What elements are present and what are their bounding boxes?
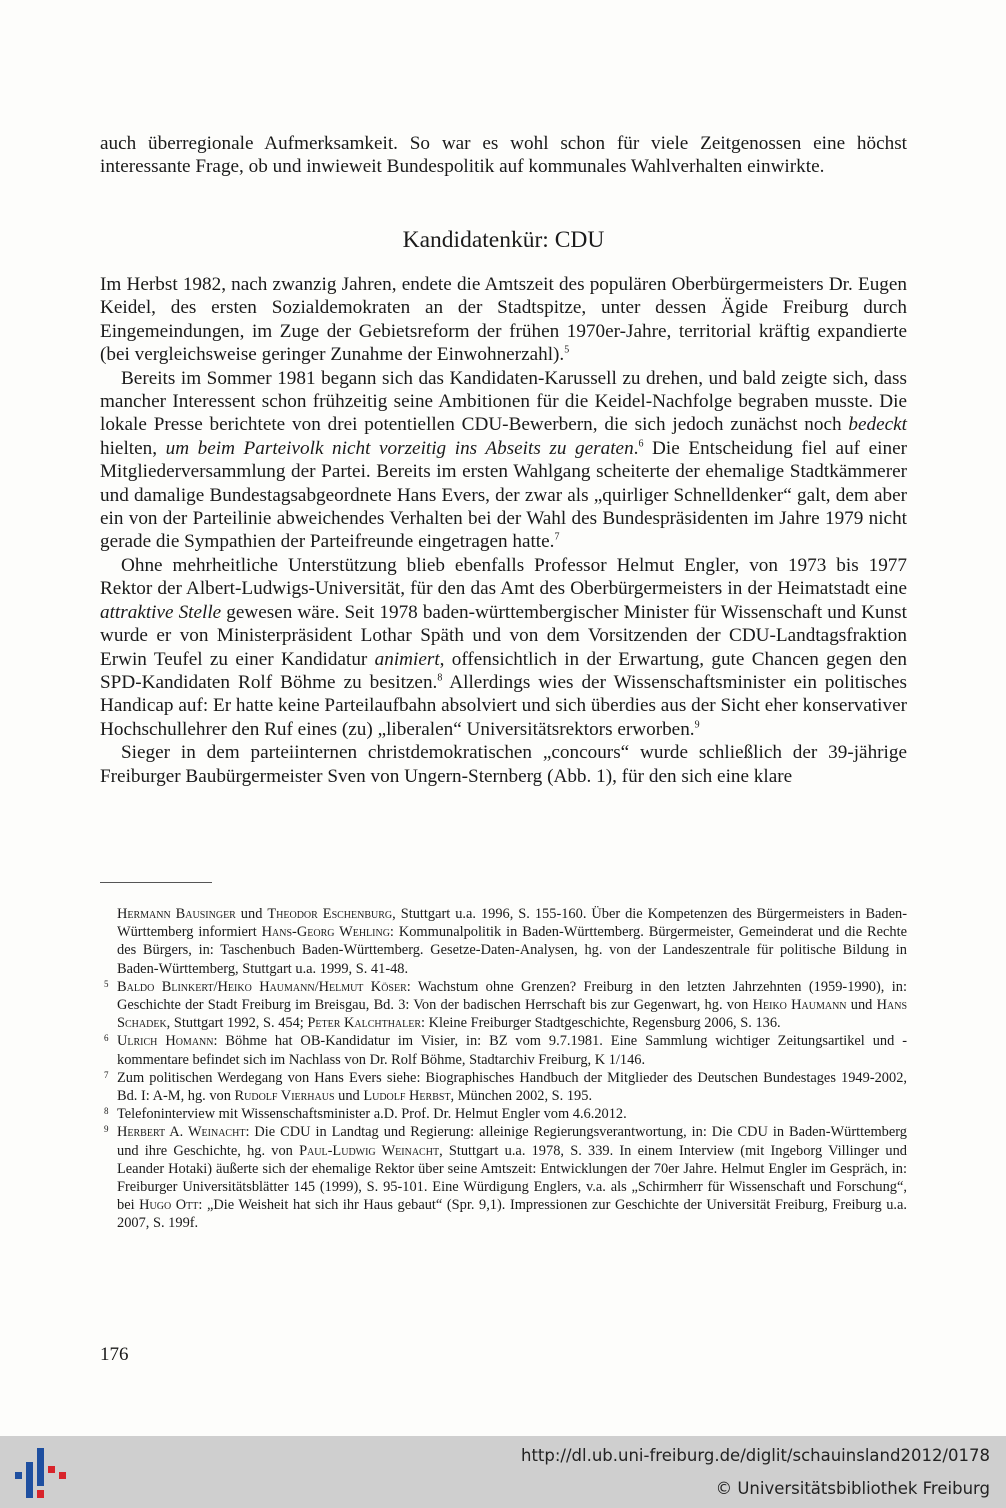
footnote-5: 5 Baldo Blinkert/Heiko Haumann/Helmut Köser: Wachstum ohne Grenzen? Freiburg in den letzten Jahrzehnten (1959-1990), in: Geschichte der Stadt Freiburg im Breisgau, Bd. 3: Von der badischen Herrschaft bis zur Gegenwart, hg. von Heiko Haumann und Hans Schadek, Stuttgart 1992, S. 454; Peter Kalchthaler: Kleine Freiburger Stadtgeschichte, Regensburg 2006, S. 136.	[100, 978, 907, 1033]
paragraph-4: Sieger in dem parteiinternen christdemokratischen „concours“ wurde schließlich der 39-jährige Freiburger Baubürgermeister Sven von Ungern-Sternberg (Abb. 1), für den sich eine klare	[100, 742, 907, 787]
footnote-ref-5[interactable]: 5	[564, 344, 570, 356]
paragraph-1: Im Herbst 1982, nach zwanzig Jahren, endete die Amtszeit des populären Oberbürgermeisters Dr. Eugen Keidel, des ersten Sozialdemokraten an der Stadtspitze, unter dessen Ägide Freiburg durch Eingemeindungen, im Zuge der Gebietsreform der frühen 1970er-Jahre, territorial kräftig expandierte (bei vergleichsweise geringer Zunahme der Einwohnerzahl).$^5$	[100, 274, 907, 366]
paragraph-2: Bereits im Sommer 1981 begann sich das Kandidaten-Karussell zu drehen, und bald zeigte sich, dass mancher Interessent schon frühzeitig seine Ambitionen für die Keidel-Nachfolge begraben musste. Die lokale Presse berichtete von drei potentiellen CDU-Bewerbern, die sich jedoch zunächst noch bedeckt hielten, um beim Parteivolk nicht vorzeitig ins Abseits zu geraten.$^6$ Die Entscheidung fiel auf einer Mitgliederversammlung der Partei. Bereits im ersten Wahlgang scheiterte der ehemalige Stadtkämmerer und damalige Bundestagsabgeordnete Hans Evers, der zwar als „quirliger Schnelldenker“ galt, dem aber ein von der Parteilinie abweichendes Verhalten bei der Wahl des Bundespräsidenten im Jahre 1979 nicht gerade die Sympathien der Parteifreunde eingetragen hatte.$^7$	[100, 367, 907, 553]
footnote-ref-8[interactable]: 8	[437, 672, 443, 684]
footnote-marker: 8	[104, 1106, 109, 1117]
footnote-continued: Hermann Bausinger und Theodor Eschenburg, Stuttgart u.a. 1996, S. 155-160. Über die Kompetenzen des Bürgermeisters in Baden-Württemberg informiert Hans-Georg Wehling: Kommunalpolitik in Baden-Württemberg. Bürgermeister, Gemeinderat und die Rechte des Bürgers, in: Taschenbuch Baden-Württemberg. Gesetze-Daten-Analysen, hg. von der Landeszentrale für politische Bildung in Baden-Württemberg, Stuttgart u.a. 1999, S. 41-48.	[117, 906, 907, 977]
footnote-6: 6 Ulrich Homann: Böhme hat OB-Kandidatur im Visier, in: BZ vom 9.7.1981. Eine Sammlung wichtiger Zeitungsartikel und -kommentare befindet sich im Nachlass von Dr. Rolf Böhme, Stadtarchiv Freiburg, K 1/146.	[100, 1032, 907, 1068]
footnote-separator	[100, 882, 212, 883]
footnote-ref-9[interactable]: 9	[694, 719, 700, 731]
paragraph-3: Ohne mehrheitliche Unterstützung blieb ebenfalls Professor Helmut Engler, von 1973 bis 1977 Rektor der Albert-Ludwigs-Universität, für den das Amt des Oberbürgermeisters in der Heimatstadt eine attraktive Stelle gewesen wäre. Seit 1978 baden-württembergischer Minister für Wissenschaft und Kunst wurde er von Ministerpräsident Lothar Späth und von dem Vorsitzenden der CDU-Landtagsfraktion Erwin Teufel zu einer Kandidatur animiert, offensichtlich in der Erwartung, gute Chancen gegen den SPD-Kandidaten Rolf Böhme zu besitzen.$^8$ Allerdings wies der Wissenschaftsminister ein politisches Handicap auf: Er hatte keine Parteilaufbahn absolviert und sich überdies aus der Sicht eher konservativer Hochschullehrer den Ruf eines (zu) „liberalen“ Universitätsrektors erworben.$^9$	[100, 554, 907, 740]
footnote-marker: 9	[104, 1124, 109, 1135]
main-text	[100, 273, 907, 788]
footnote-marker: 7	[104, 1069, 109, 1080]
footnotes	[100, 905, 907, 1233]
footer-copyright: © Universitätsbibliothek Freiburg	[715, 1479, 990, 1498]
footnote-marker: 5	[104, 978, 109, 989]
footnote-9: 9 Herbert A. Weinacht: Die CDU in Landtag und Regierung: alleinige Regierungsverantwortung, in: Die CDU in Baden-Württemberg und ihre Geschichte, hg. von Paul-Ludwig Weinacht, Stuttgart u.a. 1978, S. 339. In einem Interview (mit Ingeborg Villinger und Leander Hotaki) äußerte sich der ehemalige Rektor über seine Amtszeit: Entwicklungen der 70er Jahre. Helmut Engler im Gespräch, in: Freiburger Universitätsblätter 145 (1999), S. 95-101. Eine Würdigung Englers, v.a. als „Schirmherr für Wissenschaft und Forschung“, bei Hugo Ott: „Die Weisheit hat sich ihr Haus gebaut“ (Spr. 9,1). Impressionen zur Geschichte der Universität Freiburg, Freiburg u.a. 2007, S. 199f.	[100, 1123, 907, 1232]
footer-bar	[0, 1436, 1006, 1508]
continuation-paragraph: auch überregionale Aufmerksamkeit. So war es wohl schon für viele Zeitgenossen eine höchst interessante Frage, ob und inwieweit Bundespolitik auf kommunales Wahlverhalten einwirkte.	[100, 133, 907, 178]
section-heading: Kandidatenkür: CDU	[402, 227, 605, 253]
footnote-8: 8 Telefoninterview mit Wissenschaftsminister a.D. Prof. Dr. Helmut Engler vom 4.6.2012.	[100, 1105, 907, 1123]
footnote-ref-6[interactable]: 6	[638, 438, 644, 450]
page-number: 176	[100, 1344, 129, 1365]
footnote-marker: 6	[104, 1033, 109, 1044]
footer-url-link[interactable]: http://dl.ub.uni-freiburg.de/diglit/schauinsland2012/0178	[520, 1446, 990, 1465]
footnote-7: 7 Zum politischen Werdegang von Hans Evers siehe: Biographisches Handbuch der Mitglieder des Deutschen Bundestages 1949-2002, Bd. I: A-M, hg. von Rudolf Vierhaus und Ludolf Herbst, München 2002, S. 195.	[100, 1069, 907, 1105]
footnote-ref-7[interactable]: 7	[554, 532, 560, 544]
library-logo-icon[interactable]	[12, 1444, 70, 1502]
